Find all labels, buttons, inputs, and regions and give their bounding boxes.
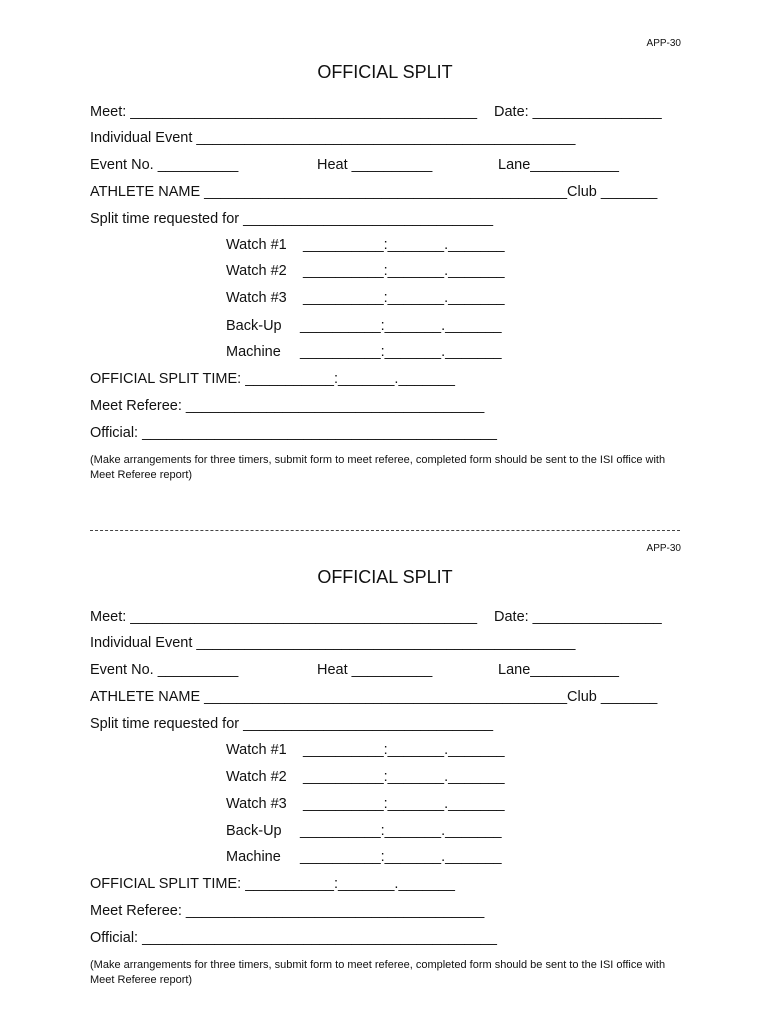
watch-2-time-field[interactable]: __________:_______._______ [303,769,505,785]
official-field[interactable]: Official: ____________________________________________ [90,425,497,441]
watch-1-label: Watch #1 [226,742,287,758]
machine-label: Machine [226,849,281,865]
meet-referee-field[interactable]: Meet Referee: _____________________________________ [90,903,485,919]
form-code: APP-30 [646,38,681,49]
watch-3-time-field[interactable]: __________:_______._______ [303,796,505,812]
lane-field[interactable]: Lane___________ [498,662,619,678]
cut-line-divider [90,530,680,531]
individual-event-field[interactable]: Individual Event _______________________________________________ [90,635,576,651]
instructions-note: (Make arrangements for three timers, submit form to meet referee, completed form should be sent to the ISI office with Meet Referee report) [90,959,666,986]
form-code: APP-30 [646,543,681,554]
watch-1-time-field[interactable]: __________:_______._______ [303,742,505,758]
watch-2-label: Watch #2 [226,263,287,279]
watch-2-label: Watch #2 [226,769,287,785]
instructions-note: (Make arrangements for three timers, submit form to meet referee, completed form should be sent to the ISI office with Meet Referee report) [90,454,666,481]
split-requested-field[interactable]: Split time requested for _______________________________ [90,211,494,227]
date-field[interactable]: Date: ________________ [494,104,662,120]
watch-1-label: Watch #1 [226,237,287,253]
athlete-name-club-field[interactable]: ATHLETE NAME _____________________________________________Club _______ [90,184,658,200]
meet-referee-field[interactable]: Meet Referee: _____________________________________ [90,398,485,414]
meet-field[interactable]: Meet: ___________________________________________ [90,104,478,120]
backup-time-field[interactable]: __________:_______._______ [300,318,502,334]
event-no-field[interactable]: Event No. __________ [90,662,239,678]
lane-field[interactable]: Lane___________ [498,157,619,173]
individual-event-field[interactable]: Individual Event _______________________________________________ [90,130,576,146]
machine-time-field[interactable]: __________:_______._______ [300,849,502,865]
watch-3-label: Watch #3 [226,796,287,812]
form-title: OFFICIAL SPLIT [317,62,453,82]
split-requested-field[interactable]: Split time requested for _______________________________ [90,716,494,732]
official-field[interactable]: Official: ____________________________________________ [90,930,497,946]
machine-label: Machine [226,344,281,360]
date-field[interactable]: Date: ________________ [494,609,662,625]
watch-3-label: Watch #3 [226,290,287,306]
meet-field[interactable]: Meet: ___________________________________________ [90,609,478,625]
backup-label: Back-Up [226,318,282,334]
form-title: OFFICIAL SPLIT [317,567,453,587]
watch-2-time-field[interactable]: __________:_______._______ [303,263,505,279]
machine-time-field[interactable]: __________:_______._______ [300,344,502,360]
athlete-name-club-field[interactable]: ATHLETE NAME _____________________________________________Club _______ [90,689,658,705]
backup-time-field[interactable]: __________:_______._______ [300,823,502,839]
backup-label: Back-Up [226,823,282,839]
heat-field[interactable]: Heat __________ [317,662,433,678]
event-no-field[interactable]: Event No. __________ [90,157,239,173]
watch-1-time-field[interactable]: __________:_______._______ [303,237,505,253]
official-split-time-field[interactable]: OFFICIAL SPLIT TIME: ___________:_______._______ [90,876,455,892]
official-split-time-field[interactable]: OFFICIAL SPLIT TIME: ___________:_______._______ [90,371,455,387]
heat-field[interactable]: Heat __________ [317,157,433,173]
watch-3-time-field[interactable]: __________:_______._______ [303,290,505,306]
